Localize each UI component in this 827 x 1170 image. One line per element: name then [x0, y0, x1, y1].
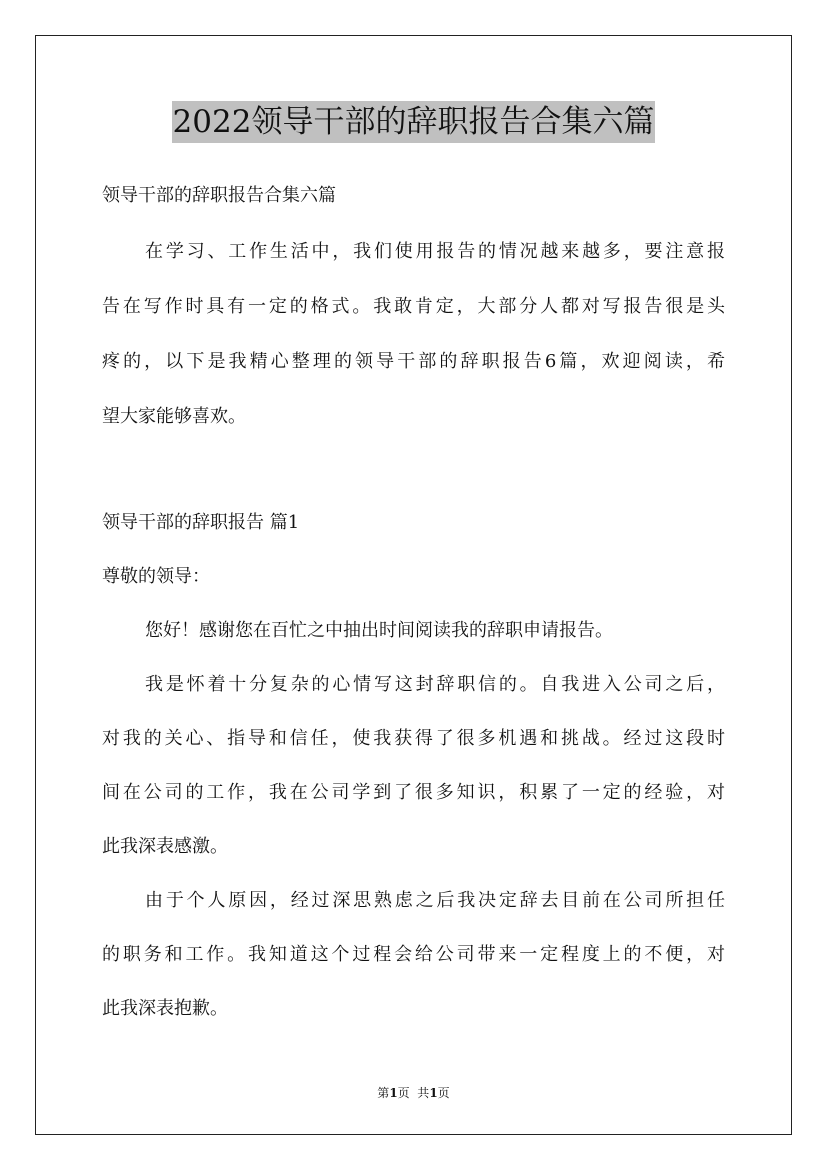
intro-line: 在学习、工作生活中，我们使用报告的情况越来越多，要注意报: [145, 241, 725, 262]
intro-line: 疼的，以下是我精心整理的领导干部的辞职报告6篇，欢迎阅读，希: [102, 351, 725, 372]
section-heading: 领导干部的辞职报告 篇1: [102, 512, 300, 533]
paragraph-line: 此我深表抱歉。: [102, 998, 228, 1019]
title-container: [0, 101, 827, 143]
footer-suffix: 页: [437, 1086, 450, 1100]
intro-line: 望大家能够喜欢。: [102, 406, 246, 427]
paragraph-line: 对我的关心、指导和信任，使我获得了很多机遇和挑战。经过这段时: [102, 728, 725, 749]
greeting: 您好！感谢您在百忙之中抽出时间阅读我的辞职申请报告。: [145, 620, 613, 641]
intro-line: 告在写作时具有一定的格式。我敢肯定，大部分人都对写报告很是头: [102, 296, 725, 317]
salutation: 尊敬的领导：: [102, 566, 210, 587]
footer-page-number: 1: [389, 1086, 398, 1100]
paragraph-line: 由于个人原因，经过深思熟虑之后我决定辞去目前在公司所担任: [145, 890, 725, 911]
page-footer: [0, 1084, 827, 1101]
paragraph-line: 此我深表感激。: [102, 836, 228, 857]
paragraph-line: 间在公司的工作，我在公司学到了很多知识，积累了一定的经验，对: [102, 782, 725, 803]
footer-prefix: 第: [377, 1086, 390, 1100]
document-title: 2022领导干部的辞职报告合集六篇: [172, 101, 656, 143]
document-subtitle: 领导干部的辞职报告合集六篇: [102, 185, 336, 206]
footer-mid: 页 共: [397, 1086, 430, 1100]
footer-total-pages: 1: [429, 1086, 438, 1100]
paragraph-line: 我是怀着十分复杂的心情写这封辞职信的。自我进入公司之后，: [145, 674, 725, 695]
paragraph-line: 的职务和工作。我知道这个过程会给公司带来一定程度上的不便，对: [102, 944, 725, 965]
